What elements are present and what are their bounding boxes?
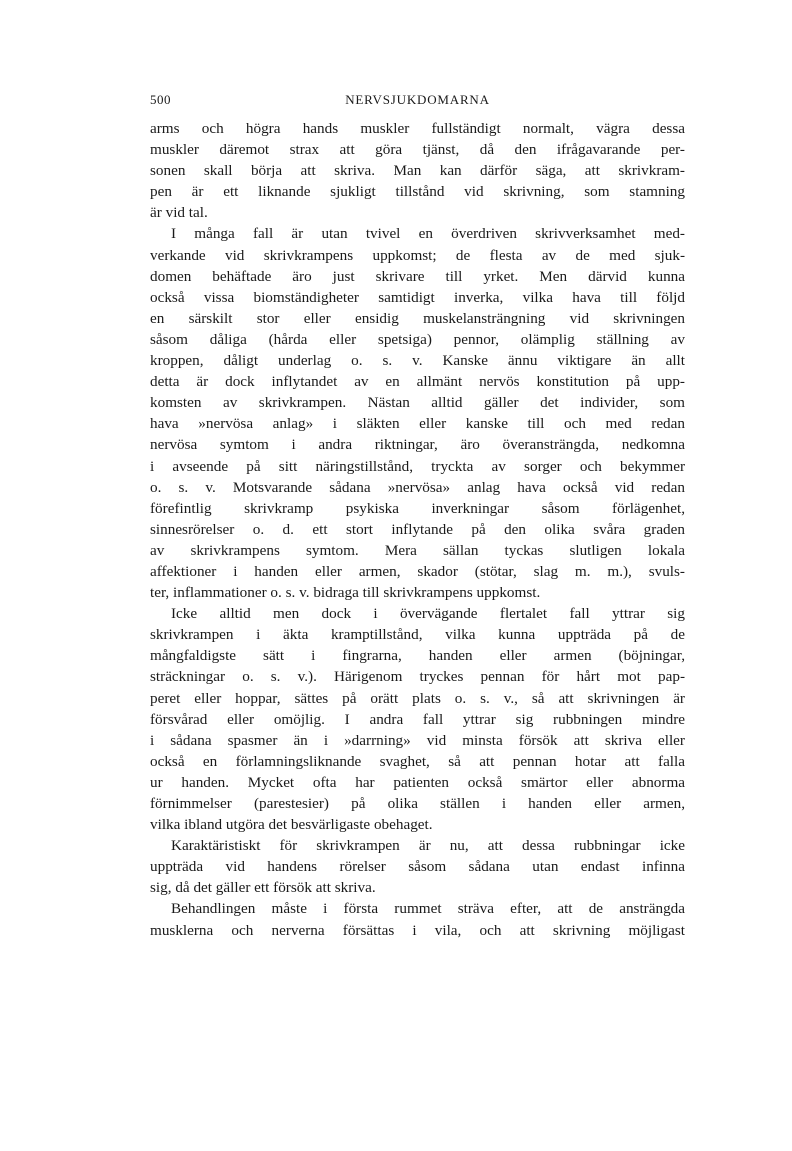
page-number: 500	[150, 92, 171, 107]
text-line: uppträda vid handens rörelser såsom sådana utan endast infinna	[150, 858, 685, 876]
text-line: är vid tal.	[150, 204, 208, 222]
text-line: ur handen. Mycket ofta har patienten också smärtor eller abnorma	[150, 773, 685, 791]
text-line: muskler däremot strax att göra tjänst, då den ifrågavarande per-	[150, 141, 685, 159]
text-line: vilka ibland utgöra det besvärligaste obehaget.	[150, 816, 433, 834]
running-title: NERVSJUKDOMARNA	[345, 92, 490, 107]
text-line: ter, inflammationer o. s. v. bidraga till skrivkrampens uppkomst.	[150, 584, 541, 602]
body-text	[150, 118, 685, 941]
text-line: musklerna och nerverna försättas i vila, och att skrivning möjligast	[150, 921, 685, 939]
text-line: i avseende på sitt näringstillstånd, tryckta av sorger och bekymmer	[150, 457, 685, 475]
text-line: Icke alltid men dock i övervägande flertalet fall yttrar sig	[171, 605, 685, 623]
text-line: detta är dock inflytandet av en allmänt nervös konstitution på upp-	[150, 373, 685, 391]
text-line: sig, då det gäller ett försök att skriva.	[150, 879, 376, 897]
text-line: pen är ett liknande sjukligt tillstånd vid skrivning, som stamning	[150, 183, 685, 201]
text-line: sonen skall börja att skriva. Man kan därför säga, att skrivkram-	[150, 162, 685, 180]
text-line: kroppen, dåligt underlag o. s. v. Kanske ännu viktigare än allt	[150, 352, 685, 370]
text-line: av skrivkrampens symtom. Mera sällan tyckas slutligen lokala	[150, 541, 685, 559]
text-line: verkande vid skrivkrampens uppkomst; de flesta av de med sjuk-	[150, 246, 685, 264]
text-line: också vissa biomständigheter samtidigt inverka, vilka hava till följd	[150, 288, 685, 306]
text-line: o. s. v. Motsvarande sådana »nervösa» anlag hava också vid redan	[150, 478, 685, 496]
text-line: domen behäftade äro just skrivare till yrket. Men därvid kunna	[150, 267, 685, 285]
text-line: såsom dåliga (hårda eller spetsiga) pennor, olämplig ställning av	[150, 330, 685, 348]
text-line: förefintlig skrivkramp psykiska inverkningar såsom förlägenhet,	[150, 499, 685, 517]
text-line: I många fall är utan tvivel en överdriven skrivverksamhet med-	[171, 225, 685, 243]
text-line: också en förlamningsliknande svaghet, så att pennan hotar att falla	[150, 752, 685, 770]
text-line: arms och högra hands muskler fullständigt normalt, vägra dessa	[150, 120, 685, 137]
text-line: i sådana spasmer än i »darrning» vid minsta försök att skriva eller	[150, 731, 685, 749]
text-line: Behandlingen måste i första rummet sträva efter, att de ansträngda	[171, 900, 685, 918]
text-line: nervösa symtom i andra riktningar, äro överansträngda, nedkomna	[150, 436, 685, 454]
text-line: komsten av skrivkrampen. Nästan alltid gäller det individer, som	[150, 394, 685, 412]
text-line: en särskilt stor eller ensidig muskelansträngning vid skrivningen	[150, 309, 685, 327]
page-header	[150, 92, 685, 112]
text-line: Karaktäristiskt för skrivkrampen är nu, att dessa rubbningar icke	[171, 837, 685, 855]
text-line: peret eller hoppar, sättes på orätt plats o. s. v., så att skrivningen är	[150, 689, 685, 707]
text-line: hava »nervösa anlag» i släkten eller kanske till och med redan	[150, 415, 685, 433]
text-line: skrivkrampen i äkta kramptillstånd, vilka kunna uppträda på de	[150, 626, 685, 644]
text-line: affektioner i handen eller armen, skador (stötar, slag m. m.), svuls-	[150, 562, 685, 580]
text-line: sträckningar o. s. v.). Härigenom tryckes pennan för hårt mot pap-	[150, 668, 685, 686]
text-line: försvårad eller omöjlig. I andra fall yttrar sig rubbningen mindre	[150, 710, 685, 728]
text-line: mångfaldigste sätt i fingrarna, handen eller armen (böjningar,	[150, 647, 685, 665]
text-line: förnimmelser (parestesier) på olika ställen i handen eller armen,	[150, 795, 685, 812]
text-line: sinnesrörelser o. d. ett stort inflytande på den olika svåra graden	[150, 520, 685, 538]
